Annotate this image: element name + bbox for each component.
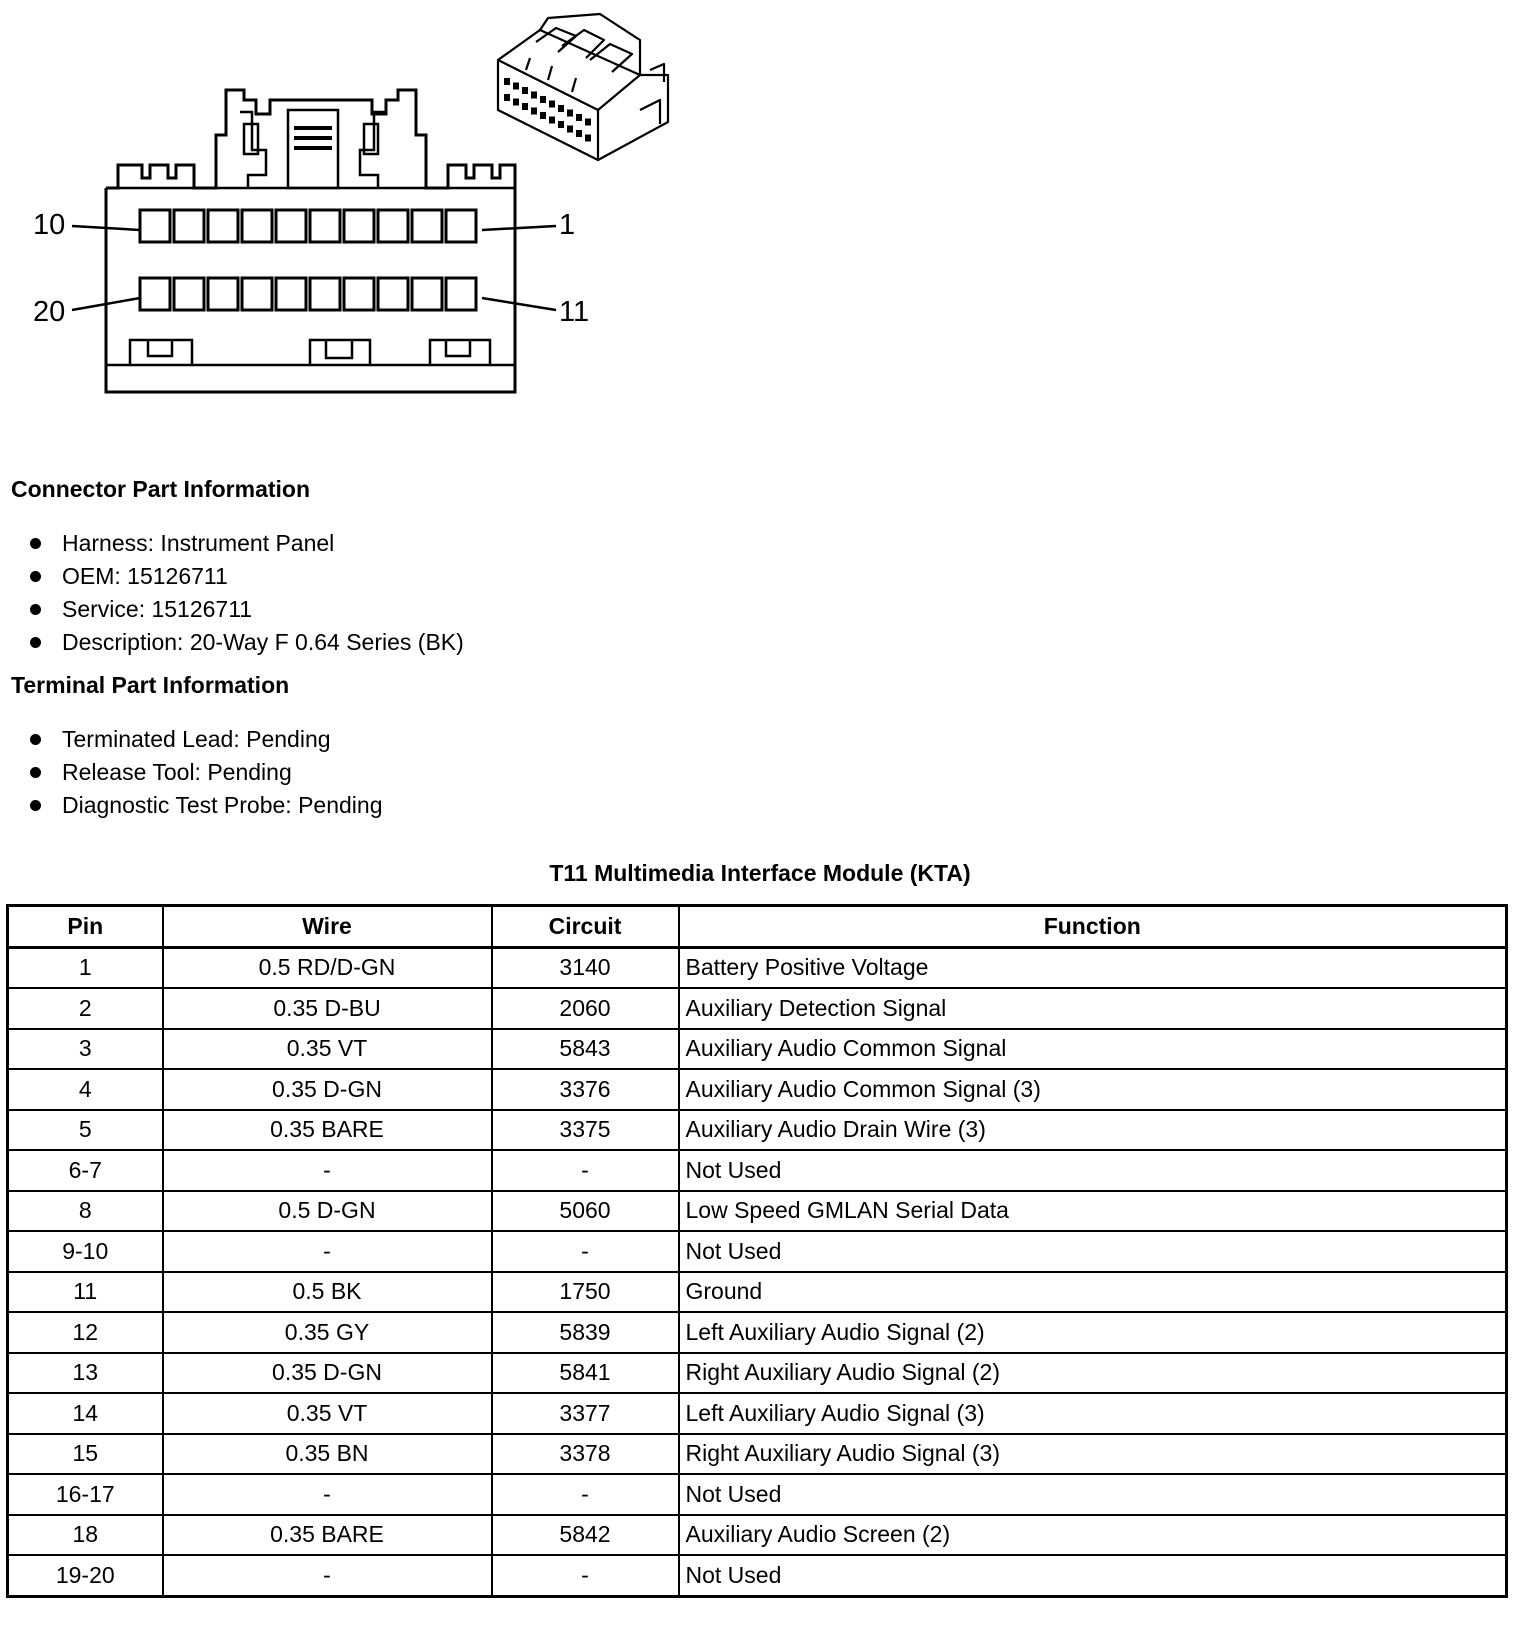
cell-function: Not Used <box>679 1231 1507 1272</box>
pin-cavity-20 <box>140 278 170 310</box>
iso-pin-opening <box>540 96 546 103</box>
iso-pin-opening <box>504 78 510 85</box>
cell-wire: 0.5 RD/D-GN <box>163 947 492 988</box>
table-row <box>8 1353 1507 1394</box>
pin-label-20: 20 <box>33 296 66 328</box>
key-right <box>430 340 490 365</box>
bullet-icon <box>30 538 41 549</box>
iso-pin-opening <box>504 94 510 101</box>
cell-wire: 0.5 D-GN <box>163 1191 492 1232</box>
pin-cavity-14 <box>344 278 374 310</box>
cell-wire: - <box>163 1474 492 1515</box>
connector-info-list <box>30 527 464 659</box>
cell-function: Battery Positive Voltage <box>679 947 1507 988</box>
cell-function: Ground <box>679 1272 1507 1313</box>
table-row <box>8 1069 1507 1110</box>
cell-function: Right Auxiliary Audio Signal (3) <box>679 1434 1507 1475</box>
cell-circuit: 1750 <box>492 1272 679 1313</box>
connector-info-heading: Connector Part Information <box>11 476 311 502</box>
iso-pin-opening <box>576 114 582 121</box>
cell-wire: 0.35 VT <box>163 1029 492 1070</box>
cell-function: Auxiliary Detection Signal <box>679 988 1507 1029</box>
cell-circuit: 5841 <box>492 1353 679 1394</box>
cell-function: Right Auxiliary Audio Signal (2) <box>679 1353 1507 1394</box>
pin-cavity-9 <box>174 210 204 242</box>
pin-cavity-13 <box>378 278 408 310</box>
iso-pin-opening <box>531 108 537 115</box>
pin-cavity-4 <box>344 210 374 242</box>
pin-cavity-10 <box>140 210 170 242</box>
cell-function: Auxiliary Audio Common Signal (3) <box>679 1069 1507 1110</box>
cell-circuit: - <box>492 1555 679 1596</box>
list-item: Service: 15126711 <box>30 593 464 626</box>
column-header-function: Function <box>679 906 1507 948</box>
pin-label-11: 11 <box>559 296 590 328</box>
cell-pin: 19-20 <box>8 1555 163 1596</box>
cell-pin: 13 <box>8 1353 163 1394</box>
cell-circuit: 5843 <box>492 1029 679 1070</box>
connector-diagram <box>0 0 700 420</box>
pin-cavity-12 <box>412 278 442 310</box>
pin-cavity-3 <box>378 210 408 242</box>
list-item: Description: 20-Way F 0.64 Series (BK) <box>30 626 464 659</box>
connector-isometric-view <box>498 14 668 160</box>
pin-cavity-11 <box>446 278 476 310</box>
cell-circuit: 3377 <box>492 1393 679 1434</box>
iso-pin-opening <box>540 112 546 119</box>
cell-pin: 5 <box>8 1110 163 1151</box>
cell-pin: 15 <box>8 1434 163 1475</box>
cell-function: Not Used <box>679 1555 1507 1596</box>
cell-function: Left Auxiliary Audio Signal (3) <box>679 1393 1507 1434</box>
pin-cavity-5 <box>310 210 340 242</box>
table-row <box>8 1272 1507 1313</box>
cell-wire: 0.35 D-BU <box>163 988 492 1029</box>
cell-function: Not Used <box>679 1150 1507 1191</box>
table-row <box>8 1393 1507 1434</box>
terminal-info-list <box>30 723 383 822</box>
cell-pin: 12 <box>8 1312 163 1353</box>
cell-function: Low Speed GMLAN Serial Data <box>679 1191 1507 1232</box>
cell-function: Auxiliary Audio Common Signal <box>679 1029 1507 1070</box>
iso-pin-opening <box>558 105 564 112</box>
pin-cavity-7 <box>242 210 272 242</box>
table-row <box>8 1150 1507 1191</box>
bullet-icon <box>30 604 41 615</box>
column-header-wire: Wire <box>163 906 492 948</box>
iso-pin-opening <box>585 119 591 126</box>
iso-pin-opening <box>576 130 582 137</box>
table-row <box>8 1474 1507 1515</box>
key-left <box>130 340 192 365</box>
cell-pin: 18 <box>8 1515 163 1556</box>
terminal-info-heading: Terminal Part Information <box>11 672 290 698</box>
cell-circuit: 3376 <box>492 1069 679 1110</box>
cell-circuit: 3378 <box>492 1434 679 1475</box>
pin-cavity-2 <box>412 210 442 242</box>
cell-wire: 0.35 BARE <box>163 1515 492 1556</box>
pin-label-10: 10 <box>33 209 66 241</box>
pin-cavity-17 <box>242 278 272 310</box>
column-header-circuit: Circuit <box>492 906 679 948</box>
cell-pin: 8 <box>8 1191 163 1232</box>
list-item: Harness: Instrument Panel <box>30 527 464 560</box>
iso-pin-opening <box>513 83 519 90</box>
iso-pin-opening <box>585 135 591 142</box>
table-row <box>8 1110 1507 1151</box>
cell-function: Auxiliary Audio Drain Wire (3) <box>679 1110 1507 1151</box>
bullet-icon <box>30 767 41 778</box>
pin-cavity-6 <box>276 210 306 242</box>
bullet-icon <box>30 637 41 648</box>
iso-pin-opening <box>522 103 528 110</box>
list-item: Terminated Lead: Pending <box>30 723 383 756</box>
cell-wire: - <box>163 1150 492 1191</box>
bullet-icon <box>30 571 41 582</box>
table-row <box>8 1515 1507 1556</box>
list-item: Release Tool: Pending <box>30 756 383 789</box>
cell-wire: 0.35 BN <box>163 1434 492 1475</box>
table-row <box>8 947 1507 988</box>
pin-cavity-16 <box>276 278 306 310</box>
cell-circuit: 2060 <box>492 988 679 1029</box>
cell-pin: 6-7 <box>8 1150 163 1191</box>
pin-label-1: 1 <box>559 209 576 241</box>
iso-pin-opening <box>558 121 564 128</box>
table-header-row <box>8 906 1507 948</box>
cell-pin: 2 <box>8 988 163 1029</box>
cell-circuit: - <box>492 1474 679 1515</box>
cell-function: Auxiliary Audio Screen (2) <box>679 1515 1507 1556</box>
table-row <box>8 1231 1507 1272</box>
table-row <box>8 1555 1507 1596</box>
cell-circuit: 5842 <box>492 1515 679 1556</box>
table-row <box>8 1191 1507 1232</box>
column-header-pin: Pin <box>8 906 163 948</box>
cell-circuit: 3140 <box>492 947 679 988</box>
cell-circuit: 5839 <box>492 1312 679 1353</box>
bullet-icon <box>30 800 41 811</box>
bullet-icon <box>30 734 41 745</box>
key-center <box>310 340 370 365</box>
cell-function: Not Used <box>679 1474 1507 1515</box>
cell-function: Left Auxiliary Audio Signal (2) <box>679 1312 1507 1353</box>
cell-wire: - <box>163 1555 492 1596</box>
iso-pin-opening <box>549 101 555 108</box>
iso-pin-opening <box>531 92 537 99</box>
iso-pin-opening <box>522 87 528 94</box>
cell-pin: 16-17 <box>8 1474 163 1515</box>
cell-pin: 11 <box>8 1272 163 1313</box>
cell-pin: 4 <box>8 1069 163 1110</box>
list-item: Diagnostic Test Probe: Pending <box>30 789 383 822</box>
pin-cavity-15 <box>310 278 340 310</box>
cell-wire: 0.35 D-GN <box>163 1069 492 1110</box>
iso-pin-opening <box>567 126 573 133</box>
table-row <box>8 988 1507 1029</box>
pin-cavity-18 <box>208 278 238 310</box>
iso-pin-opening <box>549 117 555 124</box>
pinout-table <box>6 904 1508 1598</box>
cell-circuit: 3375 <box>492 1110 679 1151</box>
cell-circuit: 5060 <box>492 1191 679 1232</box>
cell-pin: 9-10 <box>8 1231 163 1272</box>
iso-pin-opening <box>513 99 519 106</box>
cell-wire: 0.35 D-GN <box>163 1353 492 1394</box>
cell-pin: 14 <box>8 1393 163 1434</box>
cell-wire: 0.35 GY <box>163 1312 492 1353</box>
cell-wire: 0.5 BK <box>163 1272 492 1313</box>
table-row <box>8 1434 1507 1475</box>
table-title: T11 Multimedia Interface Module (KTA) <box>549 860 971 886</box>
cell-wire: - <box>163 1231 492 1272</box>
table-row <box>8 1312 1507 1353</box>
iso-pin-opening <box>567 110 573 117</box>
table-row <box>8 1029 1507 1070</box>
cell-wire: 0.35 VT <box>163 1393 492 1434</box>
pin-cavity-1 <box>446 210 476 242</box>
cell-pin: 1 <box>8 947 163 988</box>
pin-cavity-8 <box>208 210 238 242</box>
pin-cavity-19 <box>174 278 204 310</box>
cell-wire: 0.35 BARE <box>163 1110 492 1151</box>
cell-circuit: - <box>492 1231 679 1272</box>
cell-pin: 3 <box>8 1029 163 1070</box>
cell-circuit: - <box>492 1150 679 1191</box>
list-item: OEM: 15126711 <box>30 560 464 593</box>
